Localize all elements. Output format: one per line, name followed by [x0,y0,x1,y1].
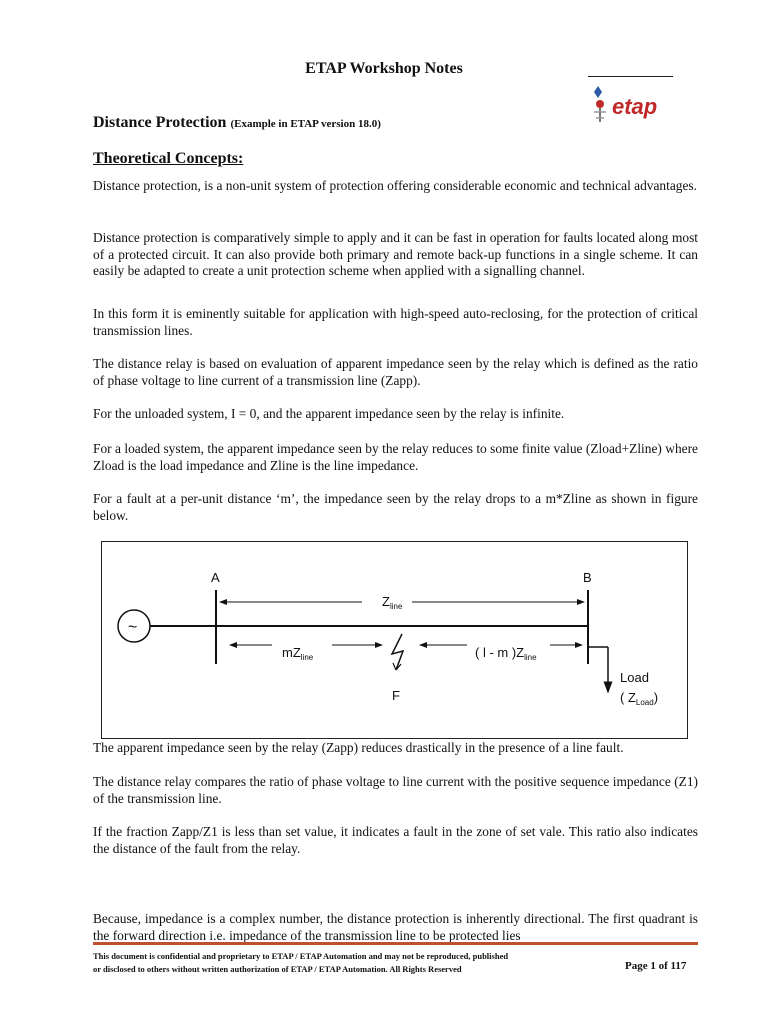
paragraph-2-text: Distance protection is comparatively simple to apply and it can be fast in operation for faults located along most of a protected circuit. It can also provide both primary and remote back-up functions in a single scheme. It can easily be adapted to create a unit protection scheme when applied with a signalling channel. [93,230,698,278]
zload-label [620,690,658,707]
bus-b-label: B [583,570,592,585]
paragraph-6: For a loaded system, the apparent impedance seen by the relay reduces to some finite value (Zload+Zline) where Zload is the load impedance and Zline is the line impedance. [93,441,698,473]
paragraph-9: If the fraction Zapp/Z1 is less than set value, it indicates a fault in the zone of set vale. This ratio also indicates the distance of the fault from the relay. [93,824,698,856]
footer-disclaimer [93,950,593,976]
mz-text: mZ [282,645,301,660]
document-title: ETAP Workshop Notes [305,60,463,77]
paragraph-7: For a fault at a per-unit distance ‘m’, the impedance seen by the relay drops to a m*Zline as shown in figure below. [93,491,698,523]
load-label: Load [620,670,649,685]
etap-logo [590,82,680,128]
footer-line-1: This document is confidential and proprietary to ETAP / ETAP Automation and may not be reproduced, published [93,951,509,961]
bus-a-label: A [211,570,220,585]
paragraph-2 [93,230,698,280]
mz-sub: line [300,653,314,662]
zline-z: Z [382,594,390,609]
section-title-note: (Example in ETAP version 18.0) [230,118,381,130]
zline-sub: line [389,602,403,611]
paragraph-5: For the unloaded system, I = 0, and the apparent impedance seen by the relay is infinite. [93,406,565,421]
section-heading: Theoretical Concepts: [93,150,244,167]
figure-caption: The apparent impedance seen by the relay (Zapp) reduces drastically in the presence of a line fault. [93,740,624,755]
page-number: Page 1 of 117 [625,960,687,972]
paragraph-3: In this form it is eminently suitable for application with high-speed auto-reclosing, for the protection of critical transmission lines. [93,306,698,338]
source-tilde: ~ [128,619,138,636]
figure-diagram [102,542,687,738]
zload-sub: Load [635,698,654,707]
footer-line-2: or disclosed to others without written authorization of ETAP / ETAP Automation. All Rights Reserved [93,964,462,974]
section-title-text: Distance Protection [93,114,227,131]
paragraph-4: The distance relay is based on evaluation of apparent impedance seen by the relay which is defined as the ratio of phase voltage to line current of a transmission line (Zapp). [93,356,698,388]
distance-relay-figure [101,541,688,739]
svg-text:etap: etap [612,94,658,119]
one-minus-m-label [475,645,537,662]
paragraph-10: Because, impedance is a complex number, the distance protection is inherently directional. The first quadrant is the forward direction i.e. impedance of the transmission line to be protected lies [93,911,698,943]
section-title [93,114,381,132]
zload-close: ) [653,690,659,705]
mz-label [282,645,314,662]
one-minus-m-sub: line [524,653,537,662]
one-minus-m-text: ( l - m )Z [475,645,525,660]
header-rule [588,76,673,77]
zload-open: ( Z [620,690,636,705]
fault-label: F [392,688,400,703]
zline-label [382,594,403,611]
paragraph-8: The distance relay compares the ratio of phase voltage to line current with the positive sequence impedance (Z1) of the transmission line. [93,774,698,806]
footer-rule [93,942,698,945]
paragraph-1: Distance protection, is a non-unit system of protection offering considerable economic and technical advantages. [93,178,697,193]
